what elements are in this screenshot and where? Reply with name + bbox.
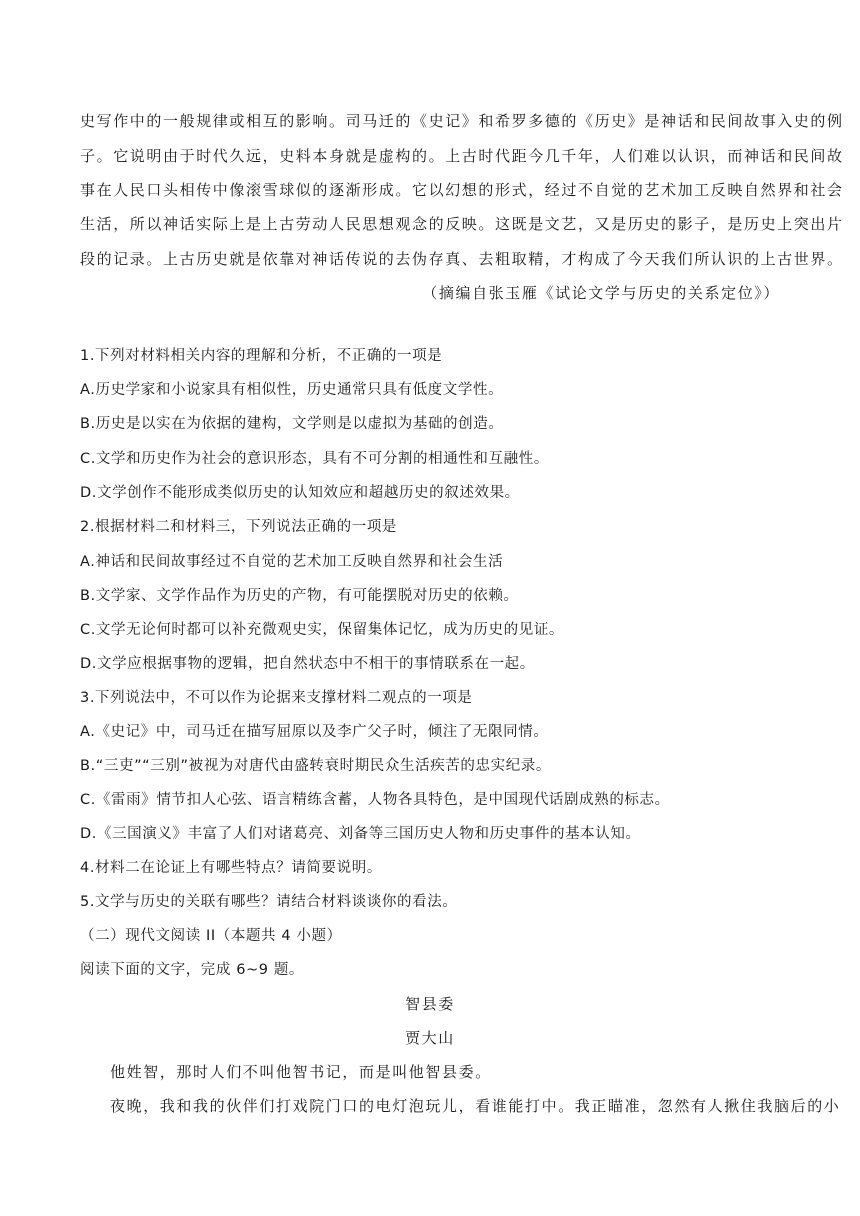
passage-line: 子。它说明由于时代久远，史料本身就是虚构的。上古时代距今几千年，人们难以认识，而神话和民间故 <box>80 147 844 165</box>
option-c: C.《雷雨》情节扣人心弦、语言精练含蓄，人物各具特色，是中国现代话剧成熟的标志。 <box>80 792 670 808</box>
story-author: 贾大山 <box>405 1029 455 1047</box>
option-a: A.《史记》中，司马迁在描写屈原以及李广父子时，倾注了无限同情。 <box>80 724 549 740</box>
story-paragraph: 夜晚，我和我的伙伴们打戏院门口的电灯泡玩儿，看谁能打中。我正瞄准，忽然有人揪住我脑后的小 <box>110 1097 841 1115</box>
story-title: 智县委 <box>405 995 455 1013</box>
option-d: D.文学应根据事物的逻辑，把自然状态中不相干的事情联系在一起。 <box>80 656 535 672</box>
option-a: A.神话和民间故事经过不自觉的艺术加工反映自然界和社会生活 <box>80 554 504 570</box>
option-b: B.历史是以实在为依据的建构，文学则是以虚拟为基础的创造。 <box>80 416 504 432</box>
passage-source: （摘编自张玉雁《试论文学与历史的关系定位》） <box>422 284 780 302</box>
option-a: A.历史学家和小说家具有相似性，历史通常只具有低度文学性。 <box>80 382 504 398</box>
question-stem: 2.根据材料二和材料三，下列说法正确的一项是 <box>80 519 398 535</box>
story-paragraph: 他姓智，那时人们不叫他智书记，而是叫他智县委。 <box>110 1063 492 1081</box>
question-4: 4.材料二在论证上有哪些特点？请简要说明。 <box>80 860 382 876</box>
option-b: B.文学家、文学作品作为历史的产物，有可能摆脱对历史的依赖。 <box>80 588 519 604</box>
option-c: C.文学和历史作为社会的意识形态，具有不可分割的相通性和互融性。 <box>80 451 549 467</box>
section-instruction: 阅读下面的文字，完成 6~9 题。 <box>80 962 305 978</box>
option-b: B.“三吏”“三别”被视为对唐代由盛转衰时期民众生活疾苦的忠实纪录。 <box>80 758 552 774</box>
option-d: D.文学创作不能形成类似历史的认知效应和超越历史的叙述效果。 <box>80 485 520 501</box>
passage-line: 史写作中的一般规律或相互的影响。司马迁的《史记》和希罗多德的《历史》是神话和民间故事入史的例 <box>80 112 844 130</box>
section-heading: （二）现代文阅读 II（本题共 4 小题） <box>80 928 342 944</box>
question-stem: 1.下列对材料相关内容的理解和分析，不正确的一项是 <box>80 348 443 364</box>
question-5: 5.文学与历史的关联有哪些？请结合材料谈谈你的看法。 <box>80 894 458 910</box>
passage-line: 段的记录。上古历史就是依靠对神话传说的去伪存真、去粗取精，才构成了今天我们所认识的上古世界。 <box>80 250 844 268</box>
option-c: C.文学无论何时都可以补充微观史实，保留集体记忆，成为历史的见证。 <box>80 622 565 638</box>
question-stem: 3.下列说法中，不可以作为论据来支撑材料二观点的一项是 <box>80 690 473 706</box>
option-d: D.《三国演义》丰富了人们对诸葛亮、刘备等三国历史人物和历史事件的基本认知。 <box>80 826 641 842</box>
passage-line: 生活，所以神话实际上是上古劳动人民思想观念的反映。这既是文艺，又是历史的影子，是历史上突出片 <box>80 215 844 233</box>
passage-line: 事在人民口头相传中像滚雪球似的逐渐形成。它以幻想的形式，经过不自觉的艺术加工反映自然界和社会 <box>80 181 844 199</box>
